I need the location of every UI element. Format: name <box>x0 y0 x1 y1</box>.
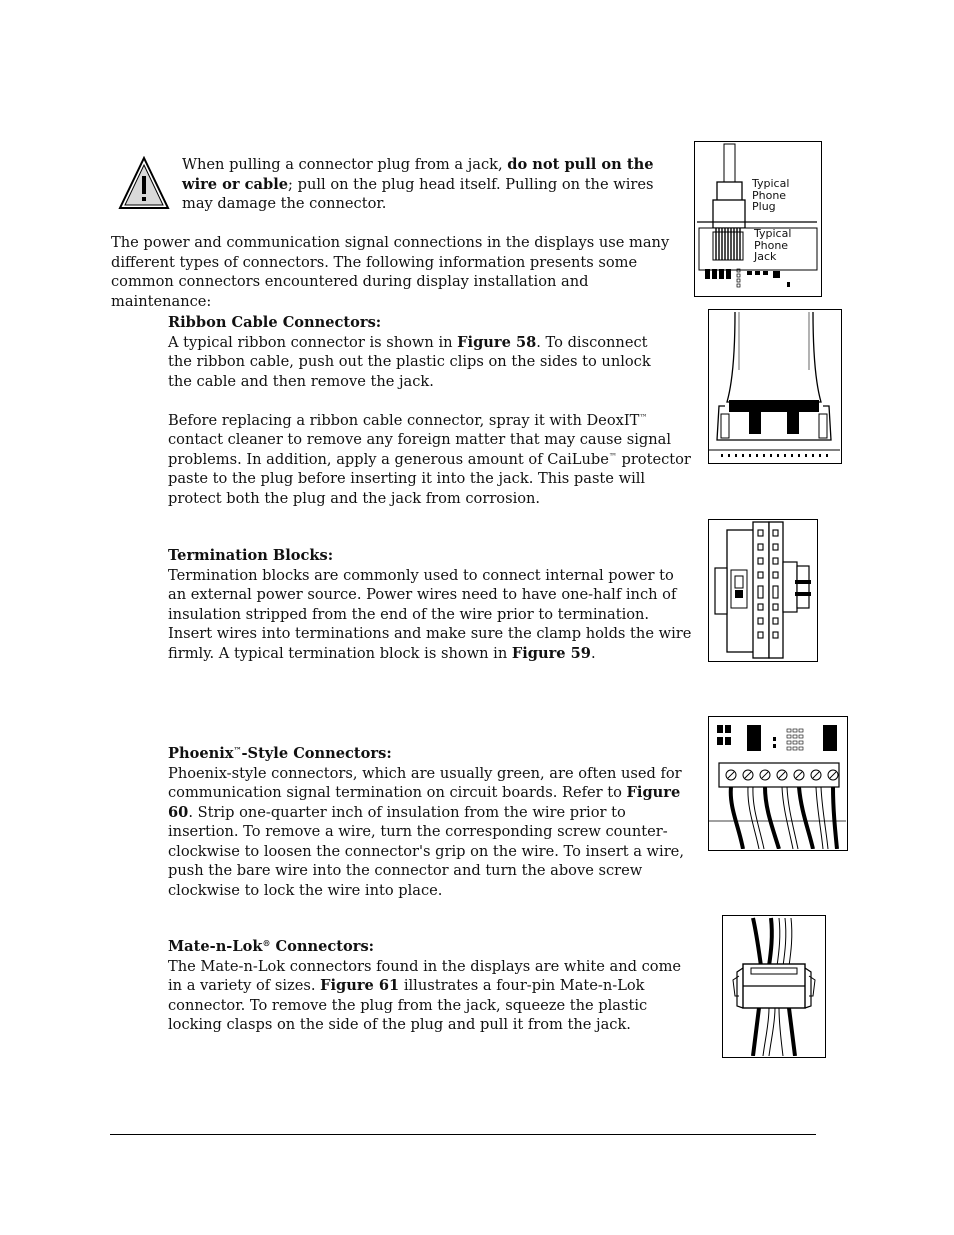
ribbon-cable-paragraph-2: Before replacing a ribbon cable connector, spray it with DeoxIT™ contact cleaner to remove any foreign matter that may cause signal problems. In addition, apply a generous amount of CaiLube™ protector paste to the plug before inserting it into the jack. This paste will protect both the plug and the jack from corrosion. <box>168 411 691 507</box>
mate-n-lok-paragraph: The Mate-n-Lok connectors found in the displays are white and come in a variety of sizes. Figure 61 illustrates a four-pin Mate-n-Lok connector. To remove the plug from the jack, squeeze the plastic locking clasps on the side of the plug and pull it from the jack. <box>168 957 682 1033</box>
phoenix-connector-figure <box>708 716 848 851</box>
phone-plug-label: Typical Phone Plug <box>752 177 790 213</box>
phone-jack-label: Typical Phone Jack <box>754 227 792 263</box>
mate-n-lok-section <box>168 937 696 1035</box>
termination-block-figure <box>708 519 818 662</box>
termination-blocks-heading: Termination Blocks: <box>168 547 334 564</box>
phoenix-connectors-section <box>168 744 696 900</box>
ribbon-cable-paragraph-1: A typical ribbon connector is shown in Figure 58. To disconnect the ribbon cable, push out the plastic clips on the sides to unlock the cable and then remove the jack. <box>168 333 651 390</box>
caution-text: When pulling a connector plug from a jack, do not pull on the wire or cable; pull on the plug head itself. Pulling on the wires may damage the connector. <box>182 156 654 212</box>
phoenix-connectors-heading: Phoenix™-Style Connectors: <box>168 745 392 762</box>
phone-plug-jack-figure <box>694 141 822 297</box>
mate-n-lok-connector-figure <box>722 915 826 1058</box>
mate-n-lok-heading: Mate-n-Lok® Connectors: <box>168 938 375 955</box>
caution-warning <box>118 156 170 210</box>
ribbon-cable-heading: Ribbon Cable Connectors: <box>168 314 382 331</box>
ribbon-cable-section <box>168 313 696 508</box>
footer-rule <box>110 1134 816 1135</box>
phoenix-connectors-paragraph: Phoenix-style connectors, which are usually green, are often used for communication signal termination on circuit boards. Refer to Figure 60. Strip one-quarter inch of insulation from the wire prior to insertion. To remove a wire, turn the corresponding screw counter-clockwise to loosen the connector's grip on the wire. To insert a wire, push the bare wire into the connector and turn the above screw clockwise to lock the wire into place. <box>168 764 684 899</box>
termination-blocks-section <box>168 546 696 663</box>
intro-paragraph: The power and communication signal connections in the displays use many different types of connectors. The following information presents some common connectors encountered during display installation and maintenance: <box>111 234 670 310</box>
termination-blocks-paragraph: Termination blocks are commonly used to connect internal power to an external power source. Power wires need to have one-half inch of insulation stripped from the end of the wire prior to termination. Insert wires into terminations and make sure the clamp holds the wire firmly. A typical termination block is shown in Figure 59. <box>168 566 692 662</box>
ribbon-connector-figure <box>708 309 842 464</box>
warning-triangle-icon <box>118 156 170 210</box>
